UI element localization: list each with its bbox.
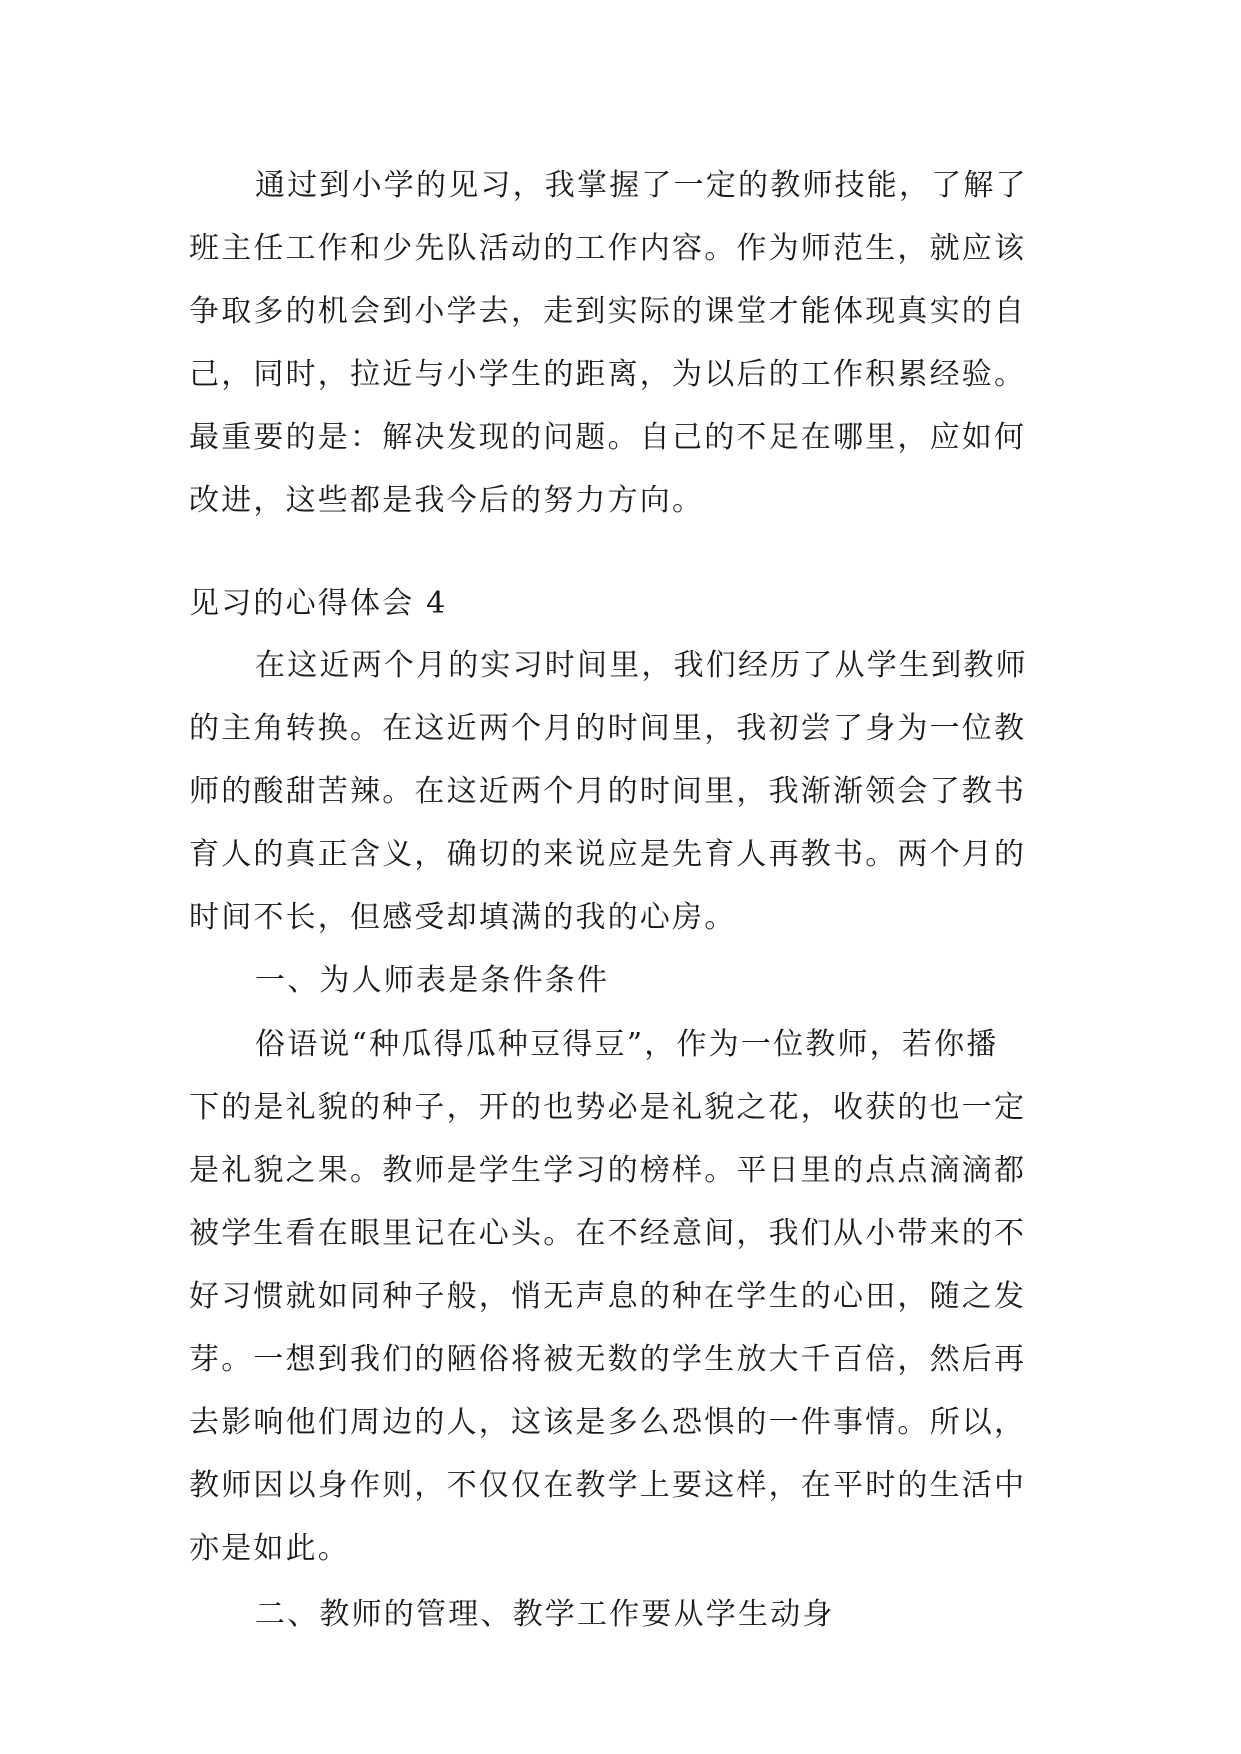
section-title: 见习的心得体会 4 [189,586,448,621]
paragraph-2-line: 时间不长，但感受却填满的我的心房。 [189,900,737,935]
heading-2: 二、教师的管理、教学工作要从学生动身 [255,1597,835,1632]
paragraph-3-line: 教师因以身作则，不仅仅在教学上要这样，在平时的生活中 [189,1468,1027,1503]
paragraph-1-line: 己，同时，拉近与小学生的距离，为以后的工作积累经验。 [189,357,1027,392]
paragraph-1-line: 班主任工作和少先队活动的工作内容。作为师范生，就应该 [189,231,1027,266]
heading-1: 一、为人师表是条件条件 [255,963,610,998]
paragraph-1-line: 改进，这些都是我今后的努力方向。 [189,483,705,518]
paragraph-3-line: 好习惯就如同种子般，悄无声息的种在学生的心田，随之发 [189,1279,1027,1314]
paragraph-3-line: 是礼貌之果。教师是学生学习的榜样。平日里的点点滴滴都 [189,1153,1027,1188]
paragraph-1-line: 通过到小学的见习，我掌握了一定的教师技能，了解了 [255,168,1028,203]
paragraph-3-line: 俗语说“种瓜得瓜种豆得豆”，作为一位教师，若你播 [255,1027,999,1062]
paragraph-3-line: 芽。一想到我们的陋俗将被无数的学生放大千百倍，然后再 [189,1342,1027,1377]
paragraph-2-line: 的主角转换。在这近两个月的时间里，我初尝了身为一位教 [189,711,1027,746]
paragraph-2-line: 育人的真正含义，确切的来说应是先育人再教书。两个月的 [189,837,1027,872]
paragraph-3-line: 被学生看在眼里记在心头。在不经意间，我们从小带来的不 [189,1216,1027,1251]
paragraph-3-line: 亦是如此。 [189,1531,350,1566]
paragraph-2-line: 师的酸甜苦辣。在这近两个月的时间里，我渐渐领会了教书 [189,774,1027,809]
paragraph-2-line: 在这近两个月的实习时间里，我们经历了从学生到教师 [255,648,1028,683]
paragraph-3-line: 去影响他们周边的人，这该是多么恐惧的一件事情。所以， [189,1405,1027,1440]
paragraph-3-line: 下的是礼貌的种子，开的也势必是礼貌之花，收获的也一定 [189,1090,1027,1125]
paragraph-1-line: 最重要的是：解决发现的问题。自己的不足在哪里，应如何 [189,420,1027,455]
paragraph-1-line: 争取多的机会到小学去，走到实际的课堂才能体现真实的自 [189,294,1027,329]
